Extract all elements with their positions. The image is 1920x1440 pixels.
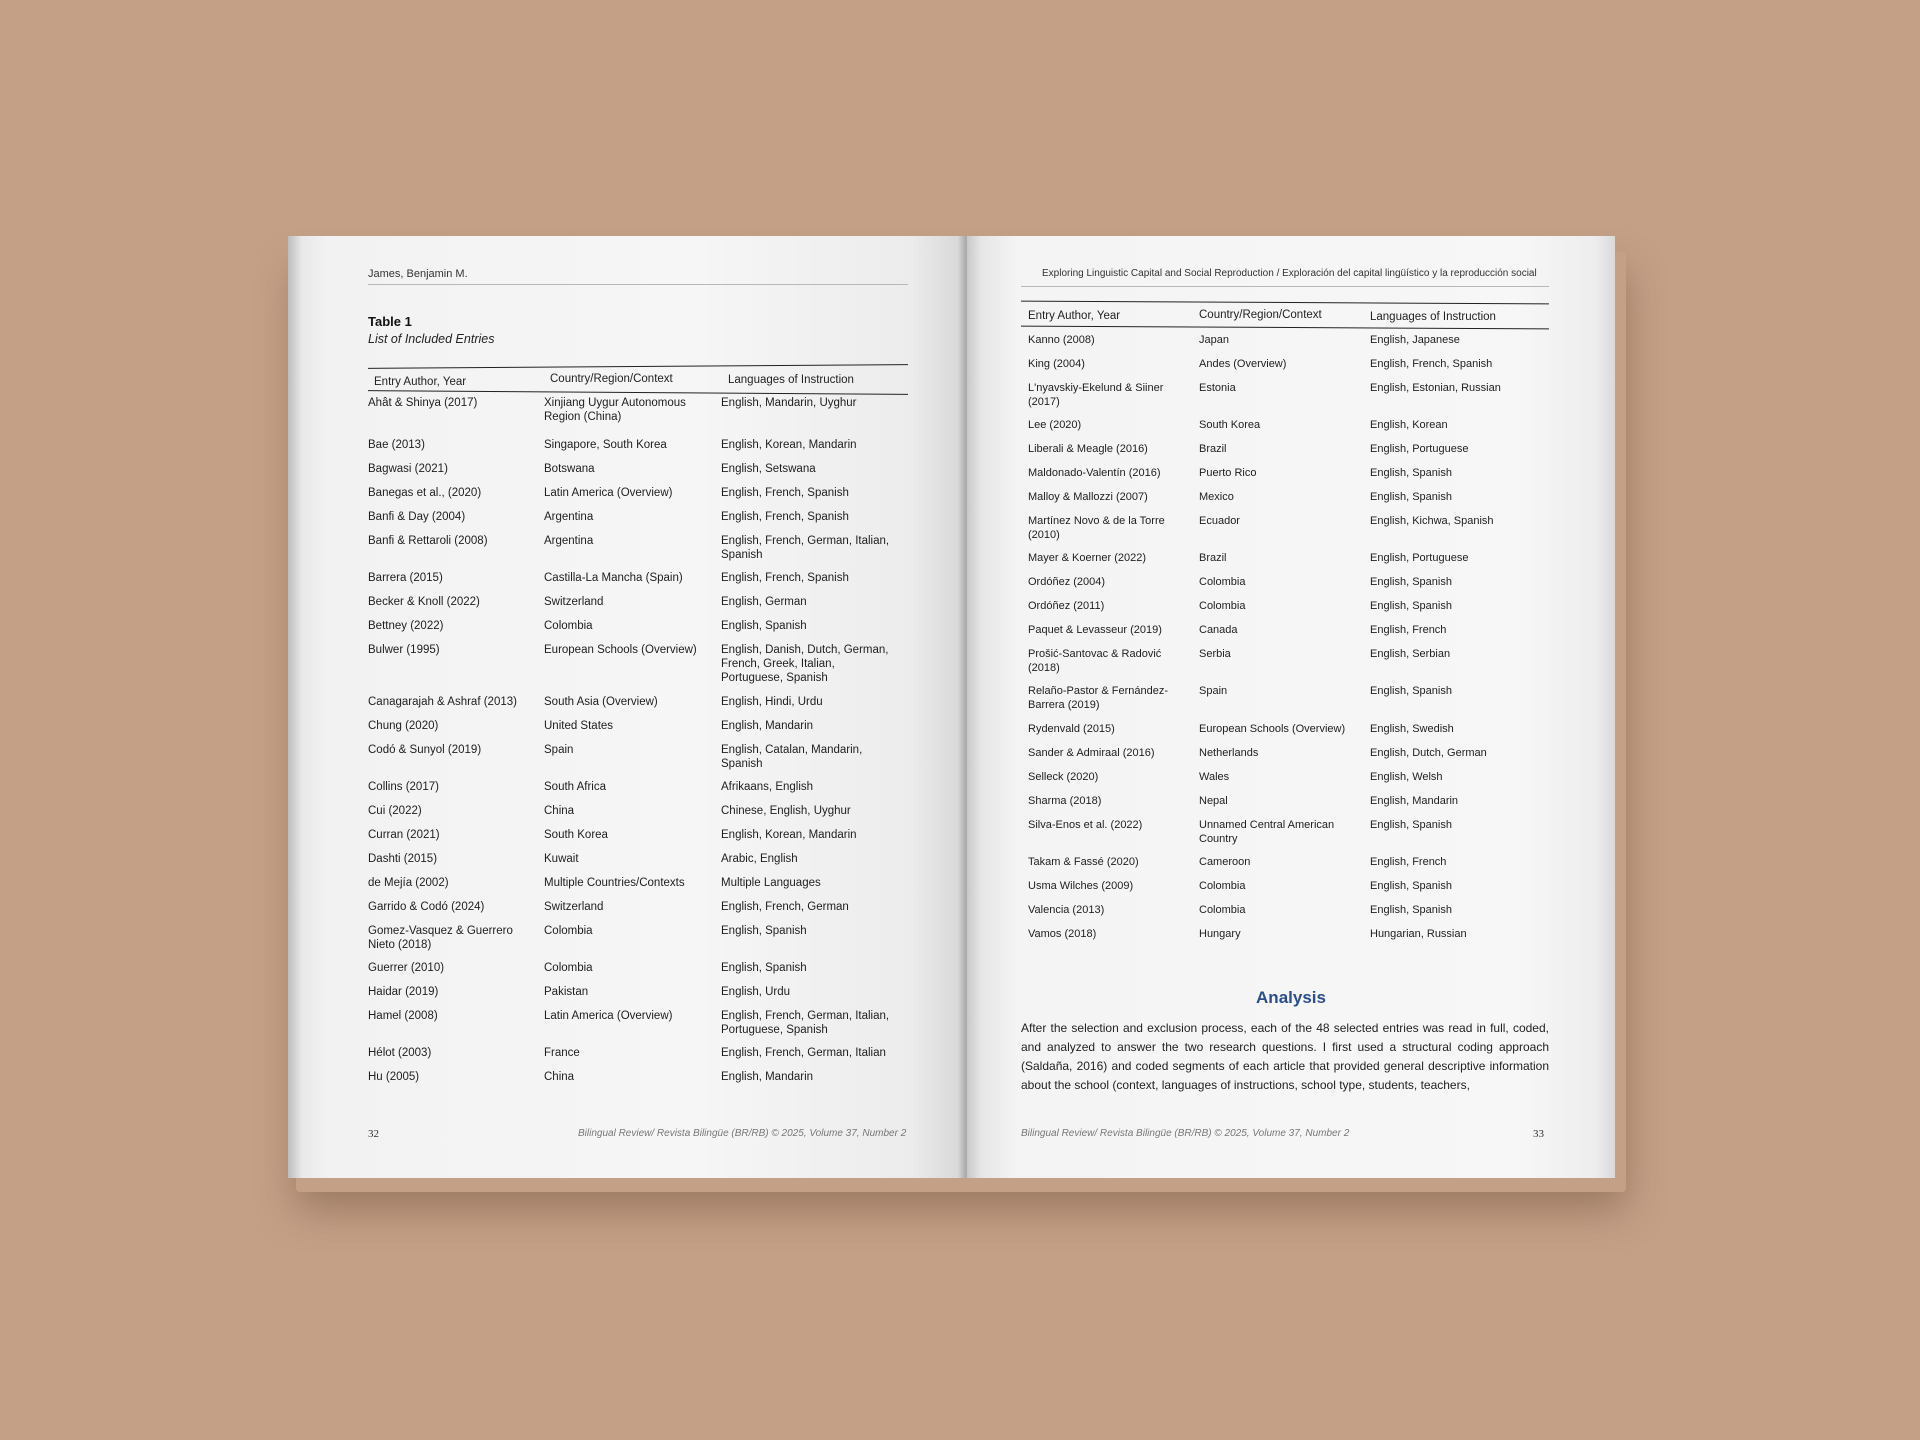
table-cell-context: Colombia [1199,880,1246,892]
table-cell-context: Castilla-La Mancha (Spain) [544,572,683,584]
table-cell-context: Brazil [1199,552,1227,564]
table-cell-context: Colombia [1199,904,1246,916]
table-header-rule [368,390,908,395]
table-cell-languages: English, French [1370,624,1447,636]
table-cell-languages: English, Japanese [1370,334,1460,346]
table-cell-context: Latin America (Overview) [544,487,673,499]
table-cell-author: Hu (2005) [368,1071,420,1083]
table-cell-languages: English, Spanish [721,620,807,632]
table-cell-context: Colombia [544,925,593,937]
table-cell-languages: English, French, German [721,901,849,913]
table-cell-languages: English, Spanish [721,962,807,974]
col-header-languages: Languages of Instruction [728,374,854,386]
table-cell-languages: English, French, German, Italian, Portuguese, Spanish [721,1010,890,1036]
table-cell-author: Banfi & Day (2004) [368,511,466,523]
table-cell-author: Ordóñez (2011) [1028,600,1105,612]
table-cell-author: Banfi & Rettaroli (2008) [368,535,488,547]
table-cell-author: Lee (2020) [1028,419,1082,431]
table-cell-languages: English, Mandarin [721,720,814,732]
table-cell-context: Xinjiang Uygur Autonomous Region (China) [544,397,686,423]
table-cell-languages: English, French, Spanish [721,511,849,523]
table-cell-context: Brazil [1199,443,1227,455]
table-cell-context: Pakistan [544,986,589,998]
table-cell-languages: Arabic, English [721,853,798,865]
table-cell-context: Colombia [544,620,593,632]
table-cell-context: Wales [1199,771,1230,783]
table-cell-context: European Schools (Overview) [1199,723,1346,735]
table-cell-languages: English, French, German, Italian [721,1047,886,1059]
table-cell-context: Kuwait [544,853,579,865]
table-cell-context: Singapore, South Korea [544,439,667,451]
table-cell-languages: English, Spanish [1370,819,1452,831]
table-cell-context: Mexico [1199,491,1234,503]
table-cell-author: Hélot (2003) [368,1047,432,1059]
table-cell-author: Guerrer (2010) [368,962,445,974]
table-cell-author: Sharma (2018) [1028,795,1102,807]
table-cell-author: Barrera (2015) [368,572,443,584]
table-cell-author: Martínez Novo & de la Torre (2010) [1028,515,1165,541]
table-cell-languages: English, Korean, Mandarin [721,829,857,841]
table-cell-languages: English, Spanish [1370,576,1452,588]
table-cell-languages: English, Estonian, Russian [1370,382,1501,394]
table-cell-context: Botswana [544,463,595,475]
table-cell-languages: English, French, German, Italian, Spanish [721,535,890,561]
table-cell-languages: Afrikaans, English [721,781,814,793]
right-footer: Bilingual Review/ Revista Bilingüe (BR/RB) © 2025, Volume 37, Number 2 [1021,1128,1350,1139]
table-cell-context: Nepal [1199,795,1228,807]
table-cell-author: King (2004) [1028,358,1085,370]
right-page [967,236,1615,1178]
table-cell-context: China [544,805,575,817]
table-cell-languages: English, Dutch, German [1370,747,1487,759]
table-cell-languages: English, French, Spanish [1370,358,1493,370]
table-cell-context: Colombia [544,962,593,974]
table-cell-context: Argentina [544,511,594,523]
table-cell-author: Kanno (2008) [1028,334,1095,346]
table-cell-languages: English, Serbian [1370,648,1451,660]
table-cell-context: Spain [544,744,574,756]
table-cell-context: European Schools (Overview) [544,644,697,656]
table-cell-author: Relaño-Pastor & Fernández-Barrera (2019) [1028,685,1169,711]
left-header-rule [368,284,908,285]
table-cell-context: South Korea [544,829,608,841]
right-table-header-rule [1021,326,1549,330]
table-label: Table 1 [368,314,412,329]
table-cell-languages: English, Setswana [721,463,816,475]
table-cell-context: France [544,1047,580,1059]
table-cell-context: Latin America (Overview) [544,1010,673,1022]
left-footer: Bilingual Review/ Revista Bilingüe (BR/RB) © 2025, Volume 37, Number 2 [578,1128,907,1139]
right-running-head: Exploring Linguistic Capital and Social Reproduction / Exploración del capital lingüístico y la reproducción social [1042,268,1537,279]
col-header-context: Country/Region/Context [550,373,673,385]
table-cell-author: Hamel (2008) [368,1010,438,1022]
table-cell-languages: English, German [721,596,807,608]
table-cell-languages: English, Spanish [1370,600,1452,612]
table-cell-author: Banegas et al., (2020) [368,487,482,499]
table-cell-languages: English, Portuguese [1370,443,1469,455]
table-cell-languages: English, Urdu [721,986,791,998]
right-col-header-context: Country/Region/Context [1199,309,1322,321]
table-cell-author: Dashti (2015) [368,853,438,865]
table-cell-author: Selleck (2020) [1028,771,1099,783]
table-cell-languages: English, Mandarin [1370,795,1459,807]
table-cell-context: United States [544,720,614,732]
table-cell-context: Argentina [544,535,594,547]
table-cell-languages: English, Swedish [1370,723,1454,735]
table-cell-languages: English, French [1370,856,1447,868]
table-cell-context: Andes (Overview) [1199,358,1287,370]
table-cell-languages: English, French, Spanish [721,572,849,584]
table-cell-author: Valencia (2013) [1028,904,1105,916]
table-cell-context: Multiple Countries/Contexts [544,877,685,889]
table-cell-context: Switzerland [544,901,604,913]
table-cell-author: Bagwasi (2021) [368,463,448,475]
left-page [288,236,965,1178]
table-cell-languages: English, Portuguese [1370,552,1469,564]
table-cell-author: Sander & Admiraal (2016) [1028,747,1155,759]
table-cell-languages: English, Welsh [1370,771,1443,783]
table-cell-author: de Mejía (2002) [368,877,449,889]
table-cell-languages: English, Kichwa, Spanish [1370,515,1494,527]
table-cell-context: Canada [1199,624,1238,636]
right-table-top-rule [1021,301,1549,305]
right-page-number: 33 [1533,1128,1544,1140]
table-cell-context: South Korea [1199,419,1261,431]
table-cell-author: Becker & Knoll (2022) [368,596,480,608]
table-cell-context: Hungary [1199,928,1241,940]
table-cell-context: Netherlands [1199,747,1259,759]
table-cell-context: Cameroon [1199,856,1251,868]
table-caption: List of Included Entries [368,332,495,346]
table-cell-author: Cui (2022) [368,805,422,817]
table-cell-languages: English, Spanish [721,925,807,937]
table-cell-context: South Africa [544,781,607,793]
table-cell-author: Chung (2020) [368,720,439,732]
table-cell-context: Colombia [1199,576,1246,588]
table-cell-author: Rydenvald (2015) [1028,723,1115,735]
table-cell-context: Colombia [1199,600,1246,612]
table-cell-context: China [544,1071,575,1083]
table-cell-author: Bae (2013) [368,439,425,451]
table-cell-author: Liberali & Meagle (2016) [1028,443,1148,455]
table-cell-author: Garrido & Codó (2024) [368,901,485,913]
table-cell-author: Collins (2017) [368,781,439,793]
table-cell-languages: English, Mandarin, Uyghur [721,397,857,409]
analysis-heading: Analysis [1256,988,1326,1007]
table-cell-languages: English, French, Spanish [721,487,849,499]
table-top-rule [368,364,908,369]
table-cell-author: Malloy & Mallozzi (2007) [1028,491,1148,503]
left-page-number: 32 [368,1128,379,1140]
table-cell-author: Prošić-Santovac & Radović (2018) [1028,648,1162,674]
table-cell-author: Ahât & Shinya (2017) [368,397,478,409]
table-cell-context: Spain [1199,685,1228,697]
table-cell-author: Codó & Sunyol (2019) [368,744,482,756]
table-cell-author: Usma Wilches (2009) [1028,880,1134,892]
table-cell-languages: English, Spanish [1370,467,1452,479]
table-cell-author: Bettney (2022) [368,620,444,632]
table-cell-author: Curran (2021) [368,829,440,841]
table-cell-author: Bulwer (1995) [368,644,440,656]
table-cell-author: Vamos (2018) [1028,928,1097,940]
table-cell-author: Gomez-Vasquez & Guerrero Nieto (2018) [368,925,513,951]
table-cell-context: Ecuador [1199,515,1240,527]
table-cell-context: Japan [1199,334,1229,346]
table-cell-context: Switzerland [544,596,604,608]
table-cell-context: Puerto Rico [1199,467,1257,479]
right-header-rule [1021,286,1549,287]
analysis-paragraph: After the selection and exclusion process, each of the 48 selected entries was read in full, coded, and analyzed to answer the two research questions. I first used a structural coding approach (Saldaña, 2016) and coded segments of each article that provided general descriptive information about the school (context, languages of instructions, school type, students, teachers, [1021,1021,1549,1092]
table-cell-languages: English, Mandarin [721,1071,814,1083]
table-cell-author: Takam & Fassé (2020) [1028,856,1139,868]
table-cell-languages: English, Korean, Mandarin [721,439,857,451]
table-cell-author: Paquet & Levasseur (2019) [1028,624,1162,636]
table-cell-languages: English, Spanish [1370,880,1452,892]
table-cell-context: Unnamed Central American Country [1199,819,1335,845]
table-cell-author: Haidar (2019) [368,986,439,998]
table-cell-author: Silva-Enos et al. (2022) [1028,819,1143,831]
table-cell-author: Ordóñez (2004) [1028,576,1106,588]
table-cell-languages: English, Danish, Dutch, German, French, Greek, Italian, Portuguese, Spanish [721,644,889,684]
table-cell-languages: English, Catalan, Mandarin, Spanish [721,744,863,770]
table-cell-languages: English, Hindi, Urdu [721,696,823,708]
table-cell-languages: English, Spanish [1370,685,1452,697]
table-cell-context: South Asia (Overview) [544,696,658,708]
table-cell-author: Maldonado-Valentín (2016) [1028,467,1161,479]
table-cell-languages: Multiple Languages [721,877,821,889]
table-cell-languages: English, Korean [1370,419,1448,431]
table-cell-author: L'nyavskiy-Ekelund & Siiner (2017) [1028,382,1164,408]
table-cell-languages: English, Spanish [1370,904,1452,916]
table-cell-languages: Chinese, English, Uyghur [721,805,851,817]
table-cell-author: Mayer & Koerner (2022) [1028,552,1146,564]
right-col-header-author: Entry Author, Year [1028,310,1121,322]
table-cell-context: Estonia [1199,382,1236,394]
table-cell-context: Serbia [1199,648,1231,660]
table-cell-author: Canagarajah & Ashraf (2013) [368,696,517,708]
table-cell-languages: Hungarian, Russian [1370,928,1467,940]
right-col-header-languages: Languages of Instruction [1370,311,1496,323]
col-header-author: Entry Author, Year [374,376,467,388]
table-cell-languages: English, Spanish [1370,491,1452,503]
left-running-head: James, Benjamin M. [368,268,468,280]
